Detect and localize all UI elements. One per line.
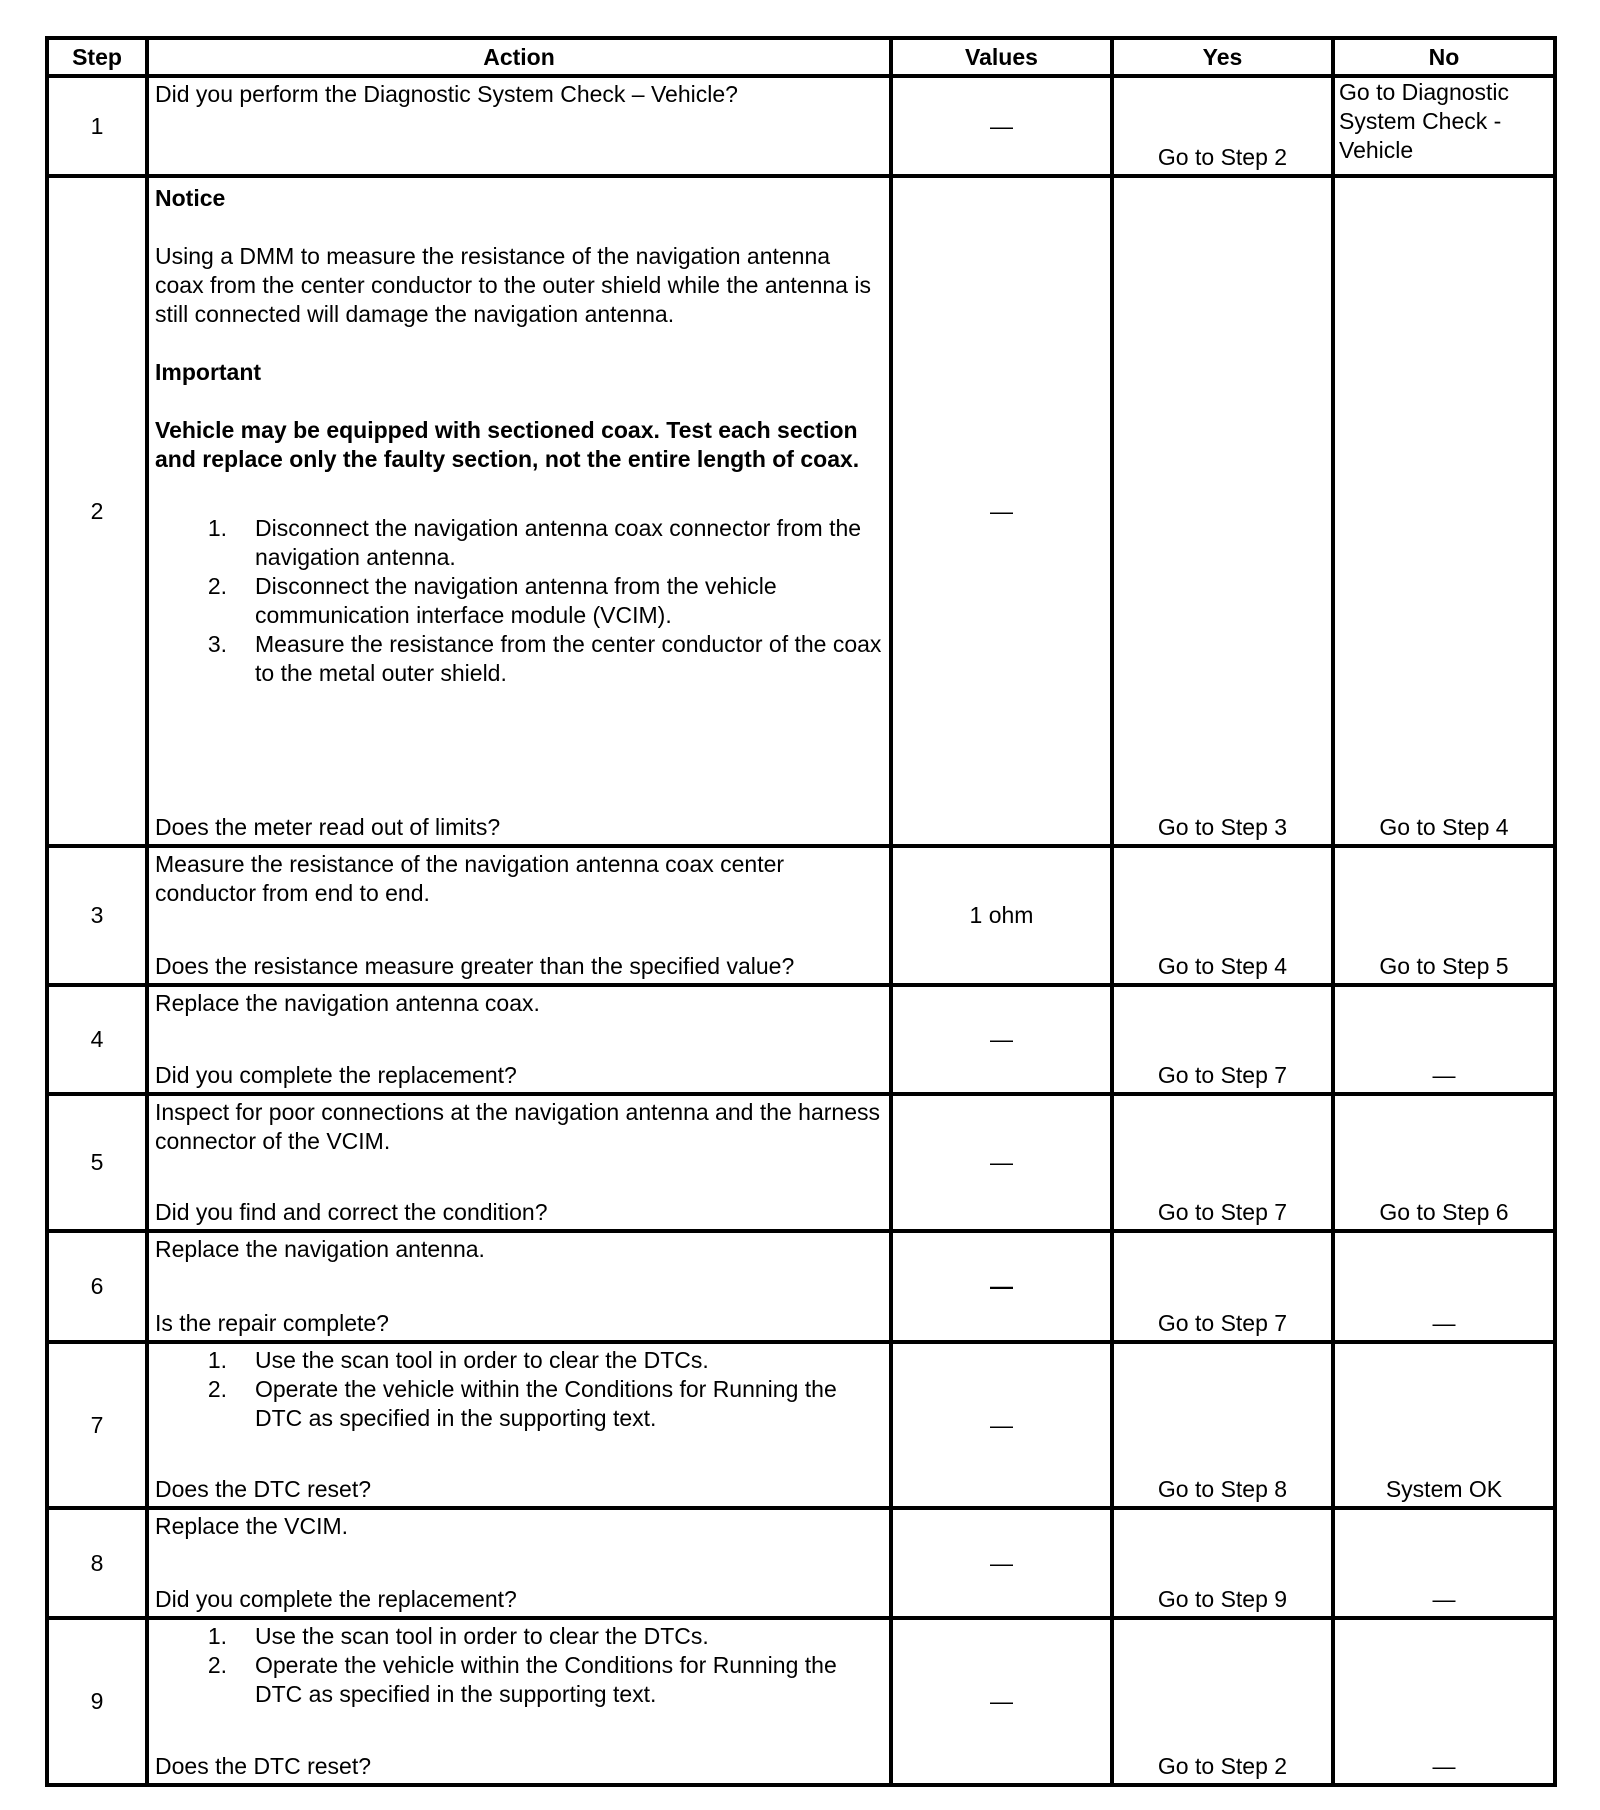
question-text: Does the resistance measure greater than the specified value? xyxy=(155,953,795,979)
table-row xyxy=(47,846,1555,985)
no-cell: System OK xyxy=(1333,1342,1555,1508)
item-text: Disconnect the navigation antenna from the vehicle communication interface module (VCIM). xyxy=(255,573,777,628)
list-item xyxy=(155,1375,883,1433)
value-cell: — xyxy=(891,1342,1112,1508)
yes-cell: Go to Step 7 xyxy=(1112,985,1333,1094)
table-row xyxy=(47,985,1555,1094)
no-cell: — xyxy=(1333,1618,1555,1785)
item-number: 3. xyxy=(207,631,227,657)
value-cell: — xyxy=(891,1094,1112,1231)
important-text: Vehicle may be equipped with sectioned coax. Test each section and replace only the faulty section, not the entire length of coax. xyxy=(155,417,860,472)
action-text: Inspect for poor connections at the navigation antenna and the harness connector of the VCIM. xyxy=(155,1099,881,1154)
no-cell: — xyxy=(1333,1231,1555,1342)
item-text: Operate the vehicle within the Conditions for Running the DTC as specified in the supporting text. xyxy=(255,1376,837,1431)
yes-cell: Go to Step 3 xyxy=(1112,176,1333,846)
step-number: 1 xyxy=(47,76,147,176)
no-cell: Go to Step 4 xyxy=(1333,176,1555,846)
header-step: Step xyxy=(47,38,147,76)
item-number: 2. xyxy=(207,1652,227,1678)
procedure-list xyxy=(155,1346,883,1433)
item-text: Use the scan tool in order to clear the DTCs. xyxy=(255,1347,709,1373)
table-row xyxy=(47,1618,1555,1785)
list-item xyxy=(155,514,883,572)
table-row xyxy=(47,1094,1555,1231)
important-title: Important xyxy=(155,359,262,385)
question-text: Does the meter read out of limits? xyxy=(155,814,501,840)
table-row xyxy=(47,1231,1555,1342)
table-row xyxy=(47,176,1555,846)
value-cell: — xyxy=(891,985,1112,1094)
item-text: Use the scan tool in order to clear the DTCs. xyxy=(255,1623,709,1649)
action-cell xyxy=(147,846,891,985)
item-text: Operate the vehicle within the Conditions for Running the DTC as specified in the supporting text. xyxy=(255,1652,837,1707)
question-text: Does the DTC reset? xyxy=(155,1753,372,1779)
yes-cell: Go to Step 7 xyxy=(1112,1231,1333,1342)
question-text: Did you find and correct the condition? xyxy=(155,1199,548,1225)
list-item xyxy=(155,630,883,688)
action-cell xyxy=(147,1342,891,1508)
header-row xyxy=(47,38,1555,76)
item-number: 2. xyxy=(207,1376,227,1402)
item-number: 1. xyxy=(207,515,227,541)
header-yes: Yes xyxy=(1112,38,1333,76)
question-text: Did you complete the replacement? xyxy=(155,1062,517,1088)
value-cell: — xyxy=(891,1618,1112,1785)
no-cell: — xyxy=(1333,1508,1555,1618)
action-cell xyxy=(147,1508,891,1618)
action-text: Measure the resistance of the navigation antenna coax center conductor from end to end. xyxy=(155,851,785,906)
step-number: 8 xyxy=(47,1508,147,1618)
list-item xyxy=(155,1651,883,1709)
item-number: 1. xyxy=(207,1347,227,1373)
action-cell xyxy=(147,985,891,1094)
value-cell: — xyxy=(891,1508,1112,1618)
table-row xyxy=(47,1342,1555,1508)
diagnostic-table xyxy=(45,36,1557,1787)
question-text: Did you complete the replacement? xyxy=(155,1586,517,1612)
yes-cell: Go to Step 2 xyxy=(1112,1618,1333,1785)
notice-title: Notice xyxy=(155,185,226,211)
no-cell: Go to Step 6 xyxy=(1333,1094,1555,1231)
step-number: 2 xyxy=(47,176,147,846)
header-no: No xyxy=(1333,38,1555,76)
no-cell: Go to Diagnostic System Check - Vehicle xyxy=(1333,76,1555,176)
yes-cell: Go to Step 9 xyxy=(1112,1508,1333,1618)
step-number: 3 xyxy=(47,846,147,985)
step-number: 5 xyxy=(47,1094,147,1231)
step-number: 7 xyxy=(47,1342,147,1508)
step-number: 4 xyxy=(47,985,147,1094)
action-cell xyxy=(147,1231,891,1342)
value-cell: 1 ohm xyxy=(891,846,1112,985)
question-text: Is the repair complete? xyxy=(155,1310,389,1336)
header-values: Values xyxy=(891,38,1112,76)
table-row xyxy=(47,76,1555,176)
action-cell xyxy=(147,176,891,846)
item-text: Disconnect the navigation antenna coax connector from the navigation antenna. xyxy=(255,515,862,570)
question-text: Does the DTC reset? xyxy=(155,1476,372,1502)
action-text: Replace the navigation antenna. xyxy=(155,1236,485,1262)
action-cell xyxy=(147,1618,891,1785)
value-cell: — xyxy=(891,76,1112,176)
item-number: 1. xyxy=(207,1623,227,1649)
value-cell: — xyxy=(891,176,1112,846)
procedure-list xyxy=(155,514,883,688)
list-item xyxy=(155,572,883,630)
notice-text: Using a DMM to measure the resistance of the navigation antenna coax from the center conductor to the outer shield while the antenna is still connected will damage the navigation antenna. xyxy=(155,243,871,327)
list-item xyxy=(155,1346,883,1375)
value-cell: — xyxy=(891,1231,1112,1342)
yes-cell: Go to Step 7 xyxy=(1112,1094,1333,1231)
no-cell: Go to Step 5 xyxy=(1333,846,1555,985)
header-action: Action xyxy=(147,38,891,76)
action-text: Replace the VCIM. xyxy=(155,1513,349,1539)
action-cell xyxy=(147,1094,891,1231)
yes-cell: Go to Step 8 xyxy=(1112,1342,1333,1508)
action-text: Did you perform the Diagnostic System Check – Vehicle? xyxy=(147,76,891,176)
yes-cell: Go to Step 4 xyxy=(1112,846,1333,985)
item-text: Measure the resistance from the center conductor of the coax to the metal outer shield. xyxy=(255,631,882,686)
procedure-list xyxy=(155,1622,883,1709)
list-item xyxy=(155,1622,883,1651)
yes-cell: Go to Step 2 xyxy=(1112,76,1333,176)
step-number: 6 xyxy=(47,1231,147,1342)
item-number: 2. xyxy=(207,573,227,599)
table-row xyxy=(47,1508,1555,1618)
action-text: Replace the navigation antenna coax. xyxy=(155,990,540,1016)
step-number: 9 xyxy=(47,1618,147,1785)
no-cell: — xyxy=(1333,985,1555,1094)
